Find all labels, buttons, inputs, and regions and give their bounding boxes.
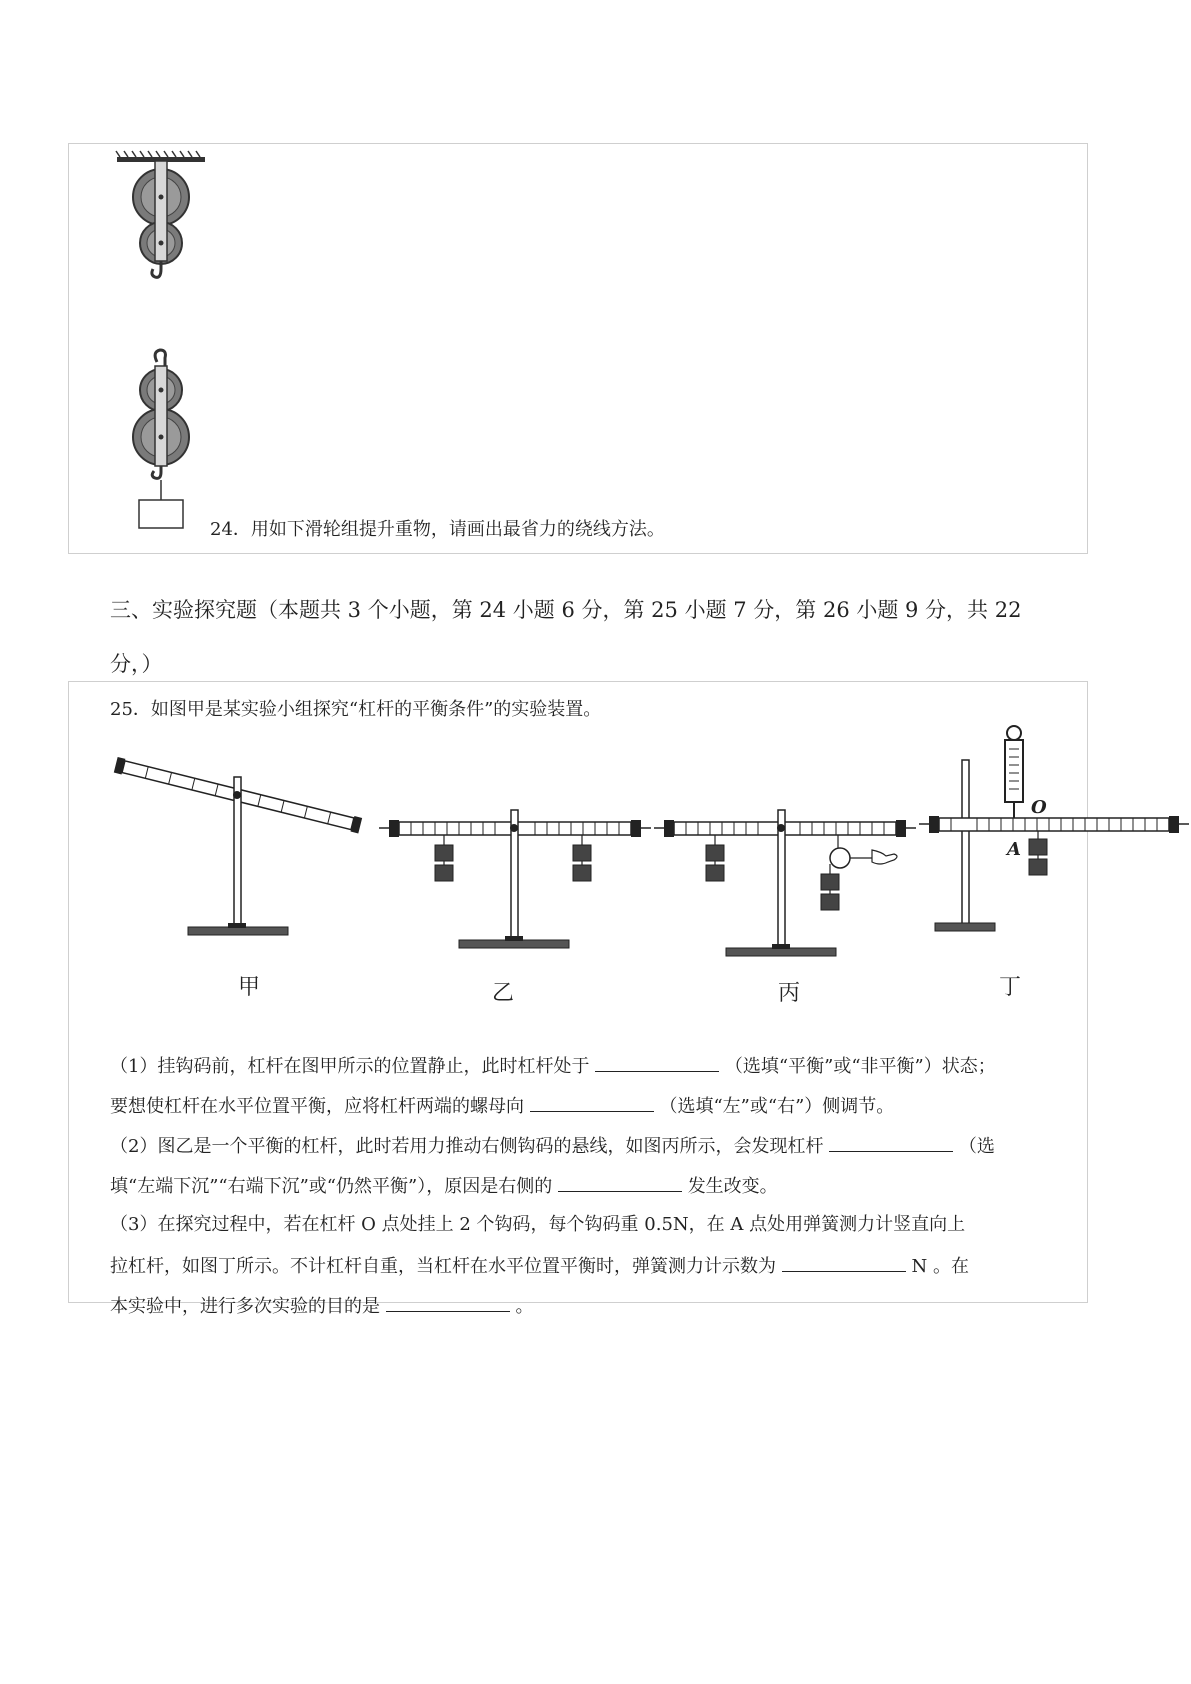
figure-jia-tilted-lever <box>110 755 370 945</box>
q25-part1-line2: 要想使杠杆在水平位置平衡，应将杠杆两端的螺母向 （选填“左”或“右”）侧调节。 <box>110 1093 894 1119</box>
figure-label-jia: 甲 <box>238 975 261 1000</box>
question-25-intro: 25．如图甲是某实验小组探究“杠杆的平衡条件”的实验装置。 <box>110 699 602 720</box>
figure-yi-balanced-lever <box>385 770 655 960</box>
answer-blank-2[interactable] <box>530 1093 654 1112</box>
q25-part2-line2: 填“左端下沉”“右端下沉”或“仍然平衡”），原因是右侧的 发生改变。 <box>110 1173 778 1199</box>
answer-blank-6[interactable] <box>386 1293 510 1312</box>
figure-label-yi: 乙 <box>492 981 515 1006</box>
fixed-pulley-figure <box>110 155 210 295</box>
answer-blank-5[interactable] <box>782 1253 906 1272</box>
figure-ding-spring-scale <box>925 725 1185 960</box>
point-a-label: A <box>1007 839 1021 860</box>
q25-part3-line1: （3）在探究过程中，若在杠杆 O 点处挂上 2 个钩码，每个钩码重 0.5N，在 A 点处用弹簧测力计竖直向上 <box>110 1214 966 1235</box>
section-3-heading: 三、实验探究题（本题共 3 个小题，第 24 小题 6 分，第 25 小题 7 分，第 26 小题 9 分，共 22 <box>110 598 1022 622</box>
section-3-heading-cont: 分，） <box>110 652 163 676</box>
figure-label-ding: 丁 <box>999 975 1022 1000</box>
question-24-text: 24．用如下滑轮组提升重物，请画出最省力的绕线方法。 <box>210 519 665 540</box>
point-o-label: O <box>1031 797 1047 818</box>
movable-pulley-figure <box>110 350 210 535</box>
figure-bing-pushed-thread <box>660 770 920 960</box>
q25-part3-line3: 本实验中，进行多次实验的目的是 。 <box>110 1293 533 1319</box>
q25-part1-line1: （1）挂钩码前，杠杆在图甲所示的位置静止，此时杠杆处于 （选填“平衡”或“非平衡”）状态； <box>110 1053 996 1079</box>
q25-part3-line2: 拉杠杆，如图丁所示。不计杠杆自重，当杠杆在水平位置平衡时，弹簧测力计示数为 N 。在 <box>110 1253 969 1279</box>
answer-blank-4[interactable] <box>558 1173 682 1192</box>
answer-blank-3[interactable] <box>829 1133 953 1152</box>
figure-label-bing: 丙 <box>778 981 801 1006</box>
question-24-box <box>68 143 1088 554</box>
q25-part2-line1: （2）图乙是一个平衡的杠杆，此时若用力推动右侧钩码的悬线，如图丙所示，会发现杠杆 （选 <box>110 1133 995 1159</box>
answer-blank-1[interactable] <box>595 1053 719 1072</box>
